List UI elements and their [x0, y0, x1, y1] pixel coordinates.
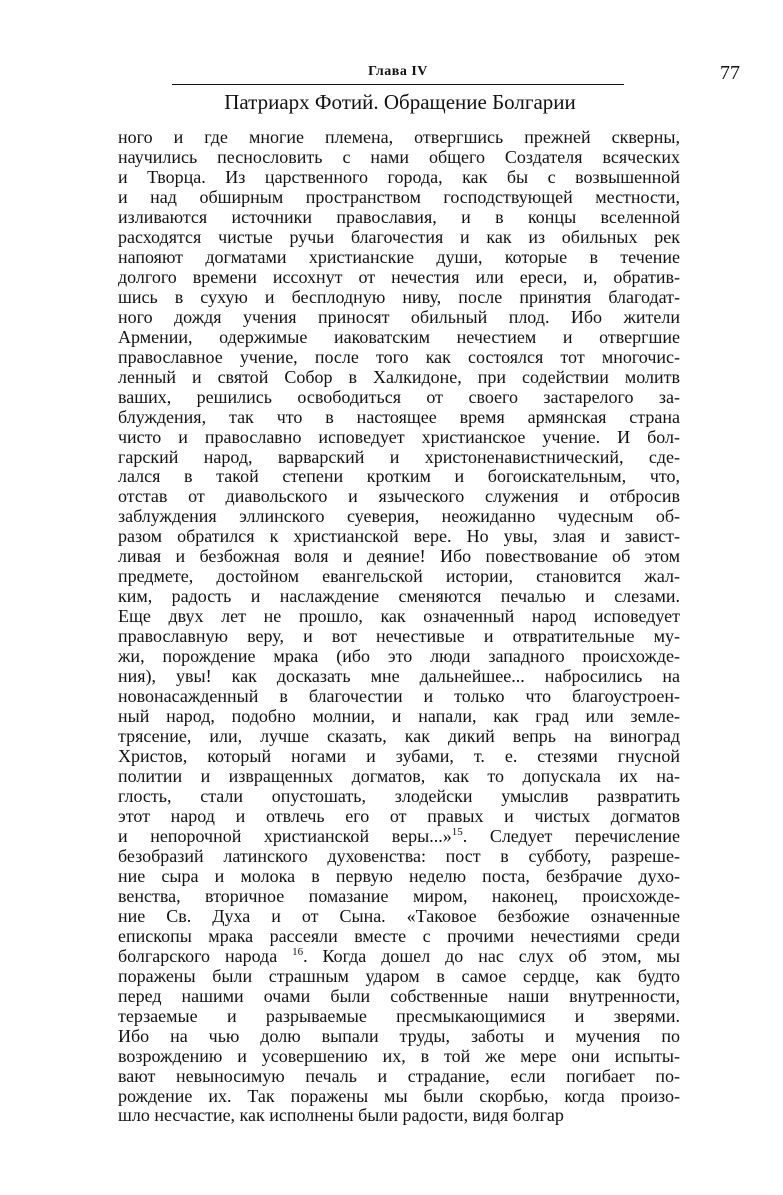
text-line: ния), увы! как досказать мне дальнейшее... набросились на — [118, 667, 680, 687]
text-segment: . Следует перечисление — [462, 826, 680, 846]
text-line: православную веру, и вот нечестивые и отвратительные му- — [118, 627, 680, 647]
text-line: долгого времени иссохнут от нечестия или ереси, и, обратив- — [118, 267, 680, 287]
text-line: Еще двух лет не прошло, как означенный народ исповедует — [118, 607, 680, 627]
text-line: православное учение, после того как состоялся тот многочис- — [118, 347, 680, 367]
text-line: вают невыносимую печаль и страдание, если погибает по- — [118, 1066, 680, 1086]
text-line: ный народ, подобно молнии, и напали, как град или земле- — [118, 707, 680, 727]
text-line: заблуждения эллинского суеверия, неожиданно чудесным об- — [118, 507, 680, 527]
text-line: предмете, достойном евангельской истории, становится жал- — [118, 567, 680, 587]
text-line: изливаются источники православия, и в концы вселенной — [118, 207, 680, 227]
text-line: Ибо на чью долю выпали труды, заботы и мучения по — [118, 1026, 680, 1046]
footnote-ref-16: 16 — [292, 946, 304, 958]
page-number: 77 — [720, 62, 740, 84]
text-line-with-footnote — [118, 947, 680, 967]
running-title: Патриарх Фотий. Обращение Болгарии — [224, 90, 576, 114]
header-rule — [172, 84, 624, 85]
text-line: лался в такой степени кротким и богоискательным, что, — [118, 467, 680, 487]
text-line: и Творца. Из царственного города, как бы с возвышенной — [118, 167, 680, 187]
text-line: епископы мрака рассеяли вместе с прочими нечестиями среди — [118, 926, 680, 946]
body-text — [118, 128, 680, 1126]
text-line: блуждения, так что в настоящее время армянская страна — [118, 407, 680, 427]
text-line: этот народ и отвлечь его от правых и чистых догматов — [118, 806, 680, 826]
text-line: глость, стали опустошать, злодейски умыслив развратить — [118, 786, 680, 806]
text-segment: болгарского народа — [118, 946, 278, 966]
text-line-with-footnote — [118, 827, 680, 847]
text-line: новонасажденный в благочестии и только что благоустроен- — [118, 687, 680, 707]
text-line: поражены были страшным ударом в самое сердце, как будто — [118, 966, 680, 986]
text-line: отстав от диавольского и языческого служения и отбросив — [118, 487, 680, 507]
text-line: возрождению и усовершению их, в той же мере они испыты- — [118, 1046, 680, 1066]
text-line: венства, вторичное помазание миром, наконец, происхожде- — [118, 886, 680, 906]
text-line: перед нашими очами были собственные наши внутренности, — [118, 986, 680, 1006]
text-line: напояют догматами христианские души, которые в течение — [118, 247, 680, 267]
text-line: шло несчастие, как исполнены были радости, видя болгар — [118, 1106, 564, 1126]
text-line: ким, радость и наслаждение сменяются печалью и слезами. — [118, 587, 680, 607]
text-line: ленный и святой Собор в Халкидоне, при содействии молитв — [118, 367, 680, 387]
text-segment: и непорочной христианской веры...» — [118, 826, 452, 846]
text-line: научились песнословить с нами общего Создателя всяческих — [118, 147, 680, 167]
text-line: терзаемые и разрываемые пресмыкающимися и зверями. — [118, 1006, 680, 1026]
text-line: ного и где многие племена, отвергшись прежней скверны, — [118, 128, 680, 147]
text-line: политии и извращенных догматов, как то допускала их на- — [118, 767, 680, 786]
text-line: жи, порождение мрака (ибо это люди западного происхожде- — [118, 647, 680, 667]
text-line: рождение их. Так поражены мы были скорбью, когда произо- — [118, 1086, 680, 1106]
text-line: Армении, одержимые иаковатским нечестием и отвергшие — [118, 327, 680, 347]
text-line: ваших, решились освободиться от своего застарелого за- — [118, 387, 680, 407]
text-line: безобразий латинского духовенства: пост в субботу, разреше- — [118, 846, 680, 866]
text-line: Христов, который ногами и зубами, т. е. стезями гнусной — [118, 747, 680, 767]
text-line: и над обширным пространством господствующей местности, — [118, 187, 680, 207]
text-line: ние сыра и молока в первую неделю поста, безбрачие духо- — [118, 866, 680, 886]
chapter-header: Глава IV — [368, 64, 428, 79]
footnote-ref-15: 15 — [451, 826, 463, 838]
text-line: ние Св. Духа и от Сына. «Таковое безбожие означенные — [118, 906, 680, 926]
text-line: трясение, или, лучше сказать, как дикий вепрь на виноград — [118, 727, 680, 747]
text-line: ного дождя учения приносят обильный плод. Ибо жители — [118, 307, 680, 327]
text-line: гарский народ, варварский и христоненавистнический, сде- — [118, 447, 680, 467]
text-line: разом обратился к христианской вере. Но увы, злая и завист- — [118, 527, 680, 547]
text-line: шись в сухую и бесплодную ниву, после принятия благодат- — [118, 287, 680, 307]
text-segment: . Когда дошел до нас слух об этом, мы — [303, 946, 680, 966]
text-line: расходятся чистые ручьи благочестия и как из обильных рек — [118, 227, 680, 247]
text-line: ливая и безбожная воля и деяние! Ибо повествование об этом — [118, 547, 680, 567]
text-line: чисто и православно исповедует христианское учение. И бол- — [118, 427, 680, 447]
